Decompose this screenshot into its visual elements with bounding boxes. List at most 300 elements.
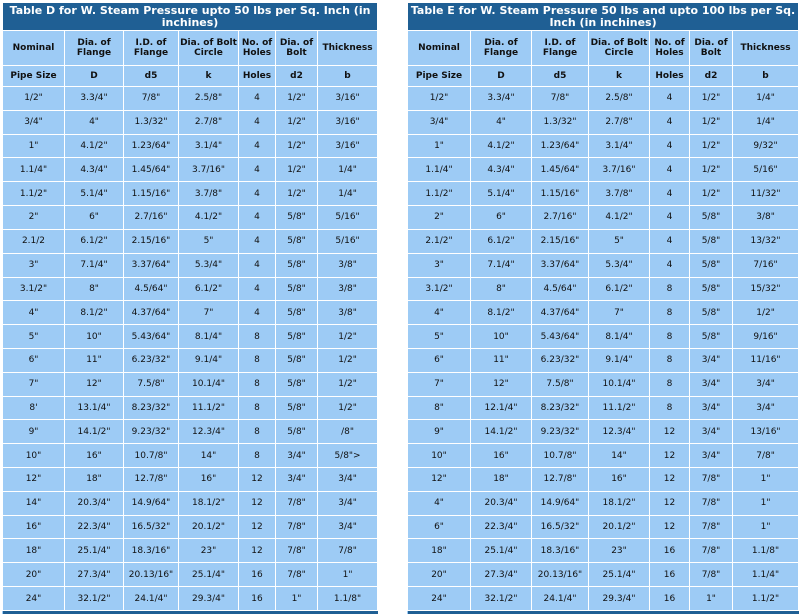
table-cell: 1/2"	[318, 348, 378, 372]
table-cell: 4	[239, 301, 276, 325]
table-cell: 3/8"	[318, 301, 378, 325]
table-row	[3, 396, 378, 420]
table-cell: 8.1/4"	[179, 325, 239, 349]
table-cell: 7"	[3, 372, 65, 396]
table-cell: 11/32"	[733, 182, 799, 206]
table-cell: 4.37/64"	[124, 301, 179, 325]
table-e-header-top	[408, 31, 799, 66]
table-cell: 8	[650, 372, 690, 396]
table-cell: 5/8"	[276, 372, 318, 396]
table-d-col-header: No. of Holes	[239, 31, 276, 66]
table-cell: 4.3/4"	[65, 158, 124, 182]
table-row	[3, 229, 378, 253]
table-cell: 3.1/2"	[3, 277, 65, 301]
table-cell: 4	[239, 277, 276, 301]
table-cell: 4"	[408, 301, 471, 325]
table-row	[3, 277, 378, 301]
table-cell: 9"	[3, 420, 65, 444]
table-cell: 7/8"	[532, 87, 589, 111]
table-cell: 4.1/2"	[471, 134, 532, 158]
table-cell: 12	[239, 468, 276, 492]
table-row	[408, 587, 799, 611]
table-e	[407, 2, 799, 614]
table-d-col-header: Dia. of Bolt Circle	[179, 31, 239, 66]
table-row	[408, 539, 799, 563]
table-cell: 16"	[179, 468, 239, 492]
table-cell: 14.9/64"	[532, 491, 589, 515]
table-row	[408, 206, 799, 230]
table-cell: 3"	[408, 253, 471, 277]
table-cell: 8	[239, 396, 276, 420]
table-cell: 5/16"	[733, 158, 799, 182]
table-cell: 2.7/8"	[589, 110, 650, 134]
table-cell: 1/4"	[318, 158, 378, 182]
table-cell: 20.13/16"	[532, 563, 589, 587]
table-cell: 3.7/8"	[179, 182, 239, 206]
table-cell: 23"	[179, 539, 239, 563]
table-d-bottom-bar	[3, 611, 378, 615]
table-cell: 10.7/8"	[532, 444, 589, 468]
table-d-col-header: Thickness	[318, 31, 378, 66]
table-cell: 5/8"	[276, 206, 318, 230]
table-cell: 24.1/4"	[532, 587, 589, 611]
table-d-col-subheader: k	[179, 66, 239, 87]
table-d-header-top	[3, 31, 378, 66]
table-cell: 18"	[471, 468, 532, 492]
table-cell: 3/4"	[318, 468, 378, 492]
table-cell: 1"	[318, 563, 378, 587]
table-cell: 3/8"	[733, 206, 799, 230]
table-e-col-subheader: k	[589, 66, 650, 87]
table-row	[3, 372, 378, 396]
table-e-bottom-bar	[408, 611, 799, 615]
table-cell: 1.1/4"	[3, 158, 65, 182]
table-d-col-subheader: d5	[124, 66, 179, 87]
table-cell: 7.1/4"	[471, 253, 532, 277]
table-cell: 18"	[3, 539, 65, 563]
table-row	[408, 372, 799, 396]
table-cell: 16"	[3, 515, 65, 539]
table-row	[3, 158, 378, 182]
table-cell: 7/8"	[690, 515, 733, 539]
table-cell: 4	[650, 110, 690, 134]
table-cell: 5.43/64"	[532, 325, 589, 349]
table-cell: 3.7/8"	[589, 182, 650, 206]
table-cell: 3/16"	[318, 87, 378, 111]
table-cell: 1.23/64"	[124, 134, 179, 158]
table-cell: 7"	[589, 301, 650, 325]
table-cell: 5/8"	[690, 253, 733, 277]
table-cell: 6"	[471, 206, 532, 230]
table-e-col-subheader: d2	[690, 66, 733, 87]
table-e-body	[408, 87, 799, 611]
table-cell: 16"	[65, 444, 124, 468]
table-cell: 4	[239, 158, 276, 182]
table-cell: 12	[239, 539, 276, 563]
table-cell: 1/4"	[318, 182, 378, 206]
table-cell: 18.3/16"	[124, 539, 179, 563]
table-cell: 4	[239, 110, 276, 134]
table-d-col-header: Dia. of Flange	[65, 31, 124, 66]
table-row	[408, 515, 799, 539]
table-cell: 12	[239, 515, 276, 539]
table-cell: 1"	[733, 515, 799, 539]
table-cell: 5/8"	[276, 420, 318, 444]
table-cell: 20.1/2"	[589, 515, 650, 539]
table-cell: 20.3/4"	[65, 491, 124, 515]
table-cell: 14"	[179, 444, 239, 468]
table-row	[408, 134, 799, 158]
table-cell: 14"	[589, 444, 650, 468]
table-cell: 7/8"	[690, 539, 733, 563]
table-cell: 8	[650, 396, 690, 420]
table-cell: 18"	[65, 468, 124, 492]
table-cell: 1"	[3, 134, 65, 158]
table-cell: 7.5/8"	[532, 372, 589, 396]
table-cell: 5/8"	[276, 325, 318, 349]
table-cell: 2.1/2	[3, 229, 65, 253]
table-e-col-header: Dia. of Bolt Circle	[589, 31, 650, 66]
table-cell: 11.1/2"	[589, 396, 650, 420]
table-cell: 1.1/2"	[733, 587, 799, 611]
table-cell: 16	[239, 587, 276, 611]
table-cell: 1/2"	[318, 325, 378, 349]
table-cell: 3/4"	[690, 396, 733, 420]
table-cell: 4	[239, 134, 276, 158]
table-cell: 1"	[276, 587, 318, 611]
table-cell: 8	[650, 301, 690, 325]
table-cell: 4.1/2"	[589, 206, 650, 230]
table-cell: 16	[650, 587, 690, 611]
table-row	[408, 491, 799, 515]
table-cell: 1/2"	[276, 87, 318, 111]
table-cell: 1/2"	[690, 158, 733, 182]
table-cell: 4	[650, 134, 690, 158]
table-cell: 3/4"	[318, 515, 378, 539]
table-cell: 8.23/32"	[532, 396, 589, 420]
table-cell: 3/4"	[733, 396, 799, 420]
table-row	[3, 587, 378, 611]
table-row	[408, 253, 799, 277]
table-cell: 4	[239, 253, 276, 277]
table-row	[3, 444, 378, 468]
table-cell: 3.1/4"	[589, 134, 650, 158]
table-cell: 5/8"	[276, 396, 318, 420]
table-cell: 8	[239, 325, 276, 349]
table-cell: 1.1/2"	[3, 182, 65, 206]
table-cell: 11"	[65, 348, 124, 372]
table-cell: 4	[650, 206, 690, 230]
table-cell: 16	[239, 563, 276, 587]
table-cell: 2"	[408, 206, 471, 230]
table-cell: 2.5/8"	[589, 87, 650, 111]
table-e-col-subheader: b	[733, 66, 799, 87]
table-cell: 3/16"	[318, 134, 378, 158]
table-cell: 5/16"	[318, 229, 378, 253]
table-cell: 12.1/4"	[471, 396, 532, 420]
table-cell: 7/8"	[733, 444, 799, 468]
table-cell: 10.7/8"	[124, 444, 179, 468]
table-d-body	[3, 87, 378, 611]
table-cell: 12"	[65, 372, 124, 396]
table-cell: 10"	[471, 325, 532, 349]
table-cell: 29.3/4"	[179, 587, 239, 611]
table-cell: 1/4"	[733, 110, 799, 134]
table-cell: 3/16"	[318, 110, 378, 134]
table-cell: 25.1/4"	[471, 539, 532, 563]
table-cell: 14.1/2"	[65, 420, 124, 444]
table-cell: 5/8"	[690, 229, 733, 253]
table-cell: 4"	[65, 110, 124, 134]
table-row	[3, 491, 378, 515]
table-cell: 4	[239, 206, 276, 230]
table-cell: 14"	[3, 491, 65, 515]
table-row	[3, 182, 378, 206]
table-cell: 20"	[3, 563, 65, 587]
table-e-col-header: Dia. of Flange	[471, 31, 532, 66]
table-cell: 7"	[179, 301, 239, 325]
table-cell: 6"	[408, 515, 471, 539]
table-cell: 9.23/32"	[124, 420, 179, 444]
table-cell: 1"	[408, 134, 471, 158]
table-row	[408, 277, 799, 301]
table-e-col-subheader: d5	[532, 66, 589, 87]
table-cell: 5.3/4"	[589, 253, 650, 277]
table-cell: 12	[650, 420, 690, 444]
table-row	[408, 396, 799, 420]
table-cell: 23"	[589, 539, 650, 563]
table-cell: 5"	[408, 325, 471, 349]
table-cell: 2"	[3, 206, 65, 230]
table-cell: 5/8"	[276, 301, 318, 325]
table-row	[3, 468, 378, 492]
table-cell: 12	[650, 468, 690, 492]
table-cell: 8.23/32"	[124, 396, 179, 420]
table-cell: 13.1/4"	[65, 396, 124, 420]
table-cell: 18.1/2"	[589, 491, 650, 515]
table-cell: 1/2"	[276, 134, 318, 158]
table-cell: 1/2"	[276, 182, 318, 206]
table-cell: 5/8"	[276, 348, 318, 372]
table-cell: 24"	[3, 587, 65, 611]
table-cell: 8"	[65, 277, 124, 301]
table-cell: 2.7/8"	[179, 110, 239, 134]
table-cell: 2.15/16"	[532, 229, 589, 253]
table-cell: 14.9/64"	[124, 491, 179, 515]
table-cell: 4.1/2"	[179, 206, 239, 230]
table-cell: 25.1/4"	[65, 539, 124, 563]
table-d	[2, 2, 378, 614]
table-e-col-header: Nominal	[408, 31, 471, 66]
table-d-col-subheader: D	[65, 66, 124, 87]
table-cell: 10.1/4"	[179, 372, 239, 396]
table-cell: 5/16"	[318, 206, 378, 230]
table-d-col-header: Nominal	[3, 31, 65, 66]
table-cell: 8'	[3, 396, 65, 420]
table-cell: 4	[239, 87, 276, 111]
table-cell: 1.1/8"	[733, 539, 799, 563]
table-cell: 1/2"	[408, 87, 471, 111]
table-cell: 3.1/2"	[408, 277, 471, 301]
table-row	[408, 444, 799, 468]
table-cell: 20.3/4"	[471, 491, 532, 515]
table-cell: 4	[650, 87, 690, 111]
table-cell: 8	[650, 348, 690, 372]
table-d-col-subheader: d2	[276, 66, 318, 87]
table-cell: 7/8"	[124, 87, 179, 111]
table-cell: 7.1/4"	[65, 253, 124, 277]
table-cell: 1.23/64"	[532, 134, 589, 158]
table-cell: 1.15/16"	[532, 182, 589, 206]
table-row	[408, 563, 799, 587]
table-cell: 12.3/4"	[589, 420, 650, 444]
table-cell: 1/2"	[318, 396, 378, 420]
table-cell: 5/8"	[276, 229, 318, 253]
table-cell: 7/16"	[733, 253, 799, 277]
table-cell: 1.1/4"	[733, 563, 799, 587]
table-cell: /8"	[318, 420, 378, 444]
table-cell: 9.23/32"	[532, 420, 589, 444]
table-row	[408, 87, 799, 111]
table-cell: 2.7/16"	[124, 206, 179, 230]
table-d-title: Table D for W. Steam Pressure upto 50 lbs per Sq. Inch (in inchines)	[3, 3, 378, 31]
table-cell: 16.5/32"	[124, 515, 179, 539]
table-cell: 12	[650, 515, 690, 539]
table-cell: 3/4"	[733, 372, 799, 396]
table-cell: 27.3/4"	[471, 563, 532, 587]
table-cell: 15/32"	[733, 277, 799, 301]
table-cell: 4.3/4"	[471, 158, 532, 182]
table-cell: 1.1/4"	[408, 158, 471, 182]
table-cell: 9.1/4"	[179, 348, 239, 372]
table-cell: 9/16"	[733, 325, 799, 349]
table-cell: 10"	[408, 444, 471, 468]
table-cell: 29.3/4"	[589, 587, 650, 611]
table-cell: 12	[239, 491, 276, 515]
table-cell: 8.1/2"	[471, 301, 532, 325]
table-row	[3, 563, 378, 587]
table-cell: 1.3/32"	[124, 110, 179, 134]
table-e-col-subheader: Pipe Size	[408, 66, 471, 87]
table-cell: 27.3/4"	[65, 563, 124, 587]
table-cell: 5/8"	[690, 277, 733, 301]
table-cell: 1/2"	[3, 87, 65, 111]
table-cell: 9.1/4"	[589, 348, 650, 372]
table-cell: 32.1/2"	[65, 587, 124, 611]
table-row	[3, 515, 378, 539]
table-row	[3, 539, 378, 563]
table-cell: 5"	[589, 229, 650, 253]
table-cell: 4	[650, 253, 690, 277]
table-cell: 10"	[65, 325, 124, 349]
table-d-col-subheader: Pipe Size	[3, 66, 65, 87]
table-cell: 14.1/2"	[471, 420, 532, 444]
table-cell: 1/2"	[690, 87, 733, 111]
table-cell: 8	[650, 325, 690, 349]
table-row	[3, 110, 378, 134]
table-cell: 5/8">	[318, 444, 378, 468]
table-cell: 16	[650, 563, 690, 587]
table-cell: 1/2"	[276, 158, 318, 182]
table-cell: 12	[650, 491, 690, 515]
table-cell: 3/4"	[3, 110, 65, 134]
table-cell: 5.3/4"	[179, 253, 239, 277]
table-cell: 7/8"	[276, 491, 318, 515]
table-cell: 16"	[471, 444, 532, 468]
table-cell: 1/2"	[318, 372, 378, 396]
table-cell: 6.23/32"	[532, 348, 589, 372]
table-cell: 1.45/64"	[124, 158, 179, 182]
table-cell: 32.1/2"	[471, 587, 532, 611]
table-cell: 1/2"	[733, 301, 799, 325]
table-cell: 12	[650, 444, 690, 468]
table-row	[408, 158, 799, 182]
table-d-col-header: Dia. of Bolt	[276, 31, 318, 66]
table-cell: 7/8"	[276, 539, 318, 563]
table-cell: 18.1/2"	[179, 491, 239, 515]
table-cell: 1.1/2"	[408, 182, 471, 206]
table-cell: 4.37/64"	[532, 301, 589, 325]
table-cell: 7/8"	[318, 539, 378, 563]
table-cell: 5/8"	[690, 206, 733, 230]
table-cell: 8	[239, 348, 276, 372]
table-cell: 3.3/4"	[65, 87, 124, 111]
table-cell: 16.5/32"	[532, 515, 589, 539]
table-cell: 1"	[733, 468, 799, 492]
table-cell: 3.7/16"	[179, 158, 239, 182]
table-cell: 12.7/8"	[124, 468, 179, 492]
table-cell: 1/2"	[690, 134, 733, 158]
table-cell: 3/4"	[276, 444, 318, 468]
table-cell: 12"	[408, 468, 471, 492]
table-cell: 1.45/64"	[532, 158, 589, 182]
table-cell: 6"	[3, 348, 65, 372]
table-cell: 2.7/16"	[532, 206, 589, 230]
table-cell: 5/8"	[276, 253, 318, 277]
table-cell: 10"	[3, 444, 65, 468]
table-cell: 3/4"	[690, 444, 733, 468]
table-cell: 13/16"	[733, 420, 799, 444]
table-cell: 12.3/4"	[179, 420, 239, 444]
table-e-title: Table E for W. Steam Pressure 50 lbs and upto 100 lbs per Sq. Inch (in inchines)	[408, 3, 799, 31]
table-cell: 6.23/32"	[124, 348, 179, 372]
table-cell: 8	[650, 277, 690, 301]
table-cell: 5/8"	[690, 301, 733, 325]
table-cell: 5"	[3, 325, 65, 349]
table-cell: 18.3/16"	[532, 539, 589, 563]
table-cell: 5/8"	[690, 325, 733, 349]
table-cell: 16"	[589, 468, 650, 492]
table-row	[3, 348, 378, 372]
table-cell: 8"	[471, 277, 532, 301]
table-cell: 1.15/16"	[124, 182, 179, 206]
table-cell: 5.43/64"	[124, 325, 179, 349]
table-cell: 2.15/16"	[124, 229, 179, 253]
table-cell: 7/8"	[276, 563, 318, 587]
table-cell: 5.1/4"	[471, 182, 532, 206]
table-cell: 20.1/2"	[179, 515, 239, 539]
table-d-col-subheader: b	[318, 66, 378, 87]
table-row	[3, 253, 378, 277]
table-row	[3, 301, 378, 325]
table-cell: 11/16"	[733, 348, 799, 372]
table-cell: 3/4"	[276, 468, 318, 492]
table-cell: 4"	[3, 301, 65, 325]
table-cell: 6.1/2"	[589, 277, 650, 301]
table-row	[3, 325, 378, 349]
table-cell: 6.1/2"	[471, 229, 532, 253]
table-cell: 1.1/8"	[318, 587, 378, 611]
